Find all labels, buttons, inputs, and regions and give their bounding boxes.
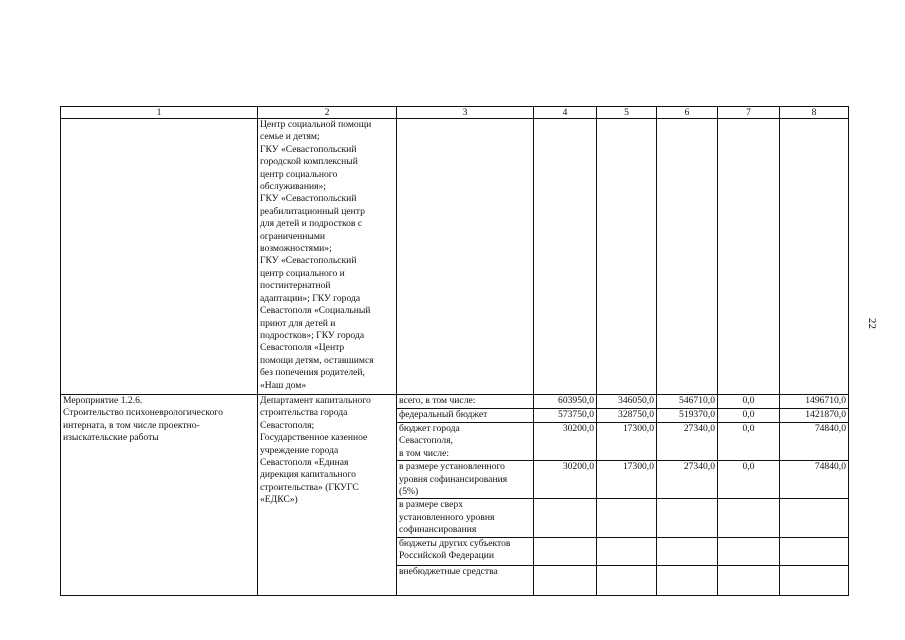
value-cell: 17300,0: [597, 423, 657, 461]
value-cell: [718, 499, 780, 537]
value-cell: [657, 565, 718, 595]
continuation-row: [61, 119, 849, 395]
value-cell: 27340,0: [657, 423, 718, 461]
empty-cell: [397, 119, 534, 395]
value-cell: 74840,0: [780, 423, 849, 461]
value-cell: [534, 499, 597, 537]
empty-cell: [718, 119, 780, 395]
page-number: 22: [866, 318, 878, 329]
header-cell: 6: [657, 107, 718, 119]
header-cell: 8: [780, 107, 849, 119]
value-cell: [657, 537, 718, 565]
value-cell: 1496710,0: [780, 395, 849, 409]
header-cell: 2: [258, 107, 397, 119]
source-cell: всего, в том числе:: [397, 395, 534, 409]
value-cell: [657, 499, 718, 537]
value-cell: [780, 537, 849, 565]
empty-cell: [657, 119, 718, 395]
empty-cell: [780, 119, 849, 395]
value-cell: [534, 565, 597, 595]
value-cell: [534, 537, 597, 565]
value-cell: 328750,0: [597, 409, 657, 423]
value-cell: 17300,0: [597, 461, 657, 499]
value-cell: [780, 499, 849, 537]
source-cell: внебюджетные средства: [397, 565, 534, 595]
value-cell: [718, 537, 780, 565]
value-cell: 0,0: [718, 423, 780, 461]
header-row: [61, 107, 849, 119]
header-cell: 1: [61, 107, 258, 119]
value-cell: 0,0: [718, 409, 780, 423]
value-cell: 30200,0: [534, 423, 597, 461]
value-cell: 27340,0: [657, 461, 718, 499]
value-cell: 546710,0: [657, 395, 718, 409]
table-row: [61, 395, 849, 409]
source-cell: федеральный бюджет: [397, 409, 534, 423]
value-cell: [597, 565, 657, 595]
empty-cell: [597, 119, 657, 395]
budget-table: [60, 106, 849, 596]
value-cell: 603950,0: [534, 395, 597, 409]
empty-cell: [534, 119, 597, 395]
value-cell: 0,0: [718, 395, 780, 409]
header-cell: 5: [597, 107, 657, 119]
value-cell: 30200,0: [534, 461, 597, 499]
value-cell: [597, 537, 657, 565]
value-cell: [597, 499, 657, 537]
header-cell: 4: [534, 107, 597, 119]
value-cell: [718, 565, 780, 595]
value-cell: 1421870,0: [780, 409, 849, 423]
header-cell: 3: [397, 107, 534, 119]
value-cell: 0,0: [718, 461, 780, 499]
measure-title-cell: Мероприятие 1.2.6. Строительство психоневрологического интерната, в том числе проектно- изыскательские работы: [61, 395, 258, 596]
measure-executor-cell: Департамент капитального строительства города Севастополя; Государственное казенное учреждение города Севастополя «Единая дирекция капитального строительства» (ГКУГС «ЕДКС»): [258, 395, 397, 596]
source-cell: в размере установленного уровня софинансирования (5%): [397, 461, 534, 499]
value-cell: 573750,0: [534, 409, 597, 423]
value-cell: 346050,0: [597, 395, 657, 409]
source-cell: бюджет города Севастополя, в том числе:: [397, 423, 534, 461]
header-cell: 7: [718, 107, 780, 119]
source-cell: в размере сверх установленного уровня софинансирования: [397, 499, 534, 537]
executors-cell: Центр социальной помощи семье и детям; ГКУ «Севастопольский городской комплексный центр социального обслуживания»; ГКУ «Севастопольский реабилитационный центр для детей и подростков с ограниченными возможностями»; ГКУ «Севастопольский центр социального и постинтернатной адаптации»; ГКУ города Севастополя «Социальный приют для детей и подростков»; ГКУ города Севастополя «Центр помощи детям, оставшимся без попечения родителей, «Наш дом»: [258, 119, 397, 395]
empty-cell: [61, 119, 258, 395]
value-cell: 519370,0: [657, 409, 718, 423]
source-cell: бюджеты других субъектов Российской Федерации: [397, 537, 534, 565]
value-cell: 74840,0: [780, 461, 849, 499]
value-cell: [780, 565, 849, 595]
